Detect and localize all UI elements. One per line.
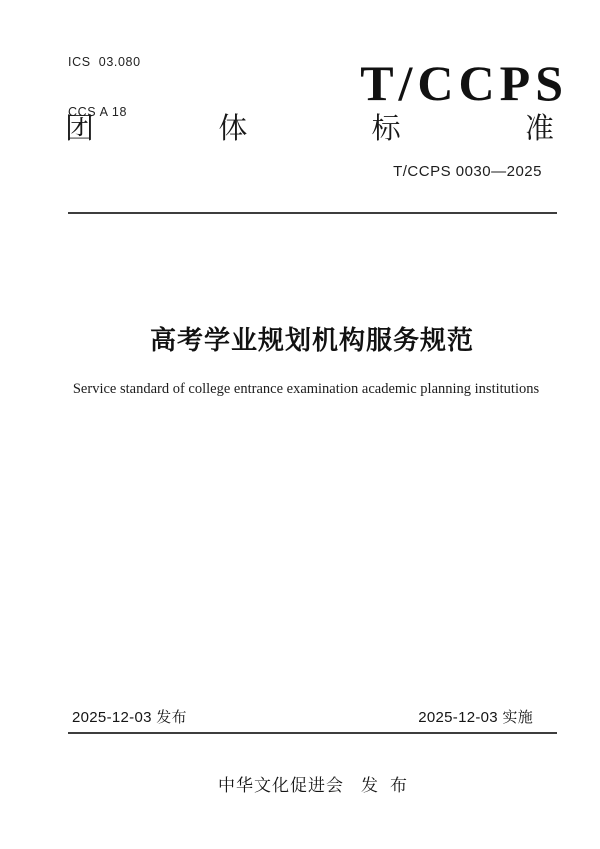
organization-code-logo: T/CCPS (360, 55, 568, 111)
standard-type-char: 体 (218, 113, 248, 145)
document-title-english: Service standard of college entrance examination academic planning institutions (72, 381, 540, 397)
header-divider (68, 212, 557, 214)
standard-type-heading (65, 113, 554, 145)
publish-label-char: 布 (390, 776, 407, 795)
document-title-chinese: 高考学业规划机构服务规范 (149, 325, 474, 355)
publisher-row (68, 775, 557, 797)
standard-type-char: 标 (371, 113, 401, 145)
standard-type-char: 团 (65, 113, 95, 145)
ccs-code: CCS A 18 (68, 104, 127, 119)
issue-date: 2025-12-03 发布 (72, 709, 187, 726)
implement-date: 2025-12-03 实施 (418, 709, 533, 726)
footer-divider (68, 732, 557, 734)
standard-type-char: 准 (524, 113, 554, 145)
standard-number: T/CCPS 0030—2025 (393, 163, 542, 180)
dates-row (68, 708, 557, 728)
publisher-name: 中华文化促进会 (218, 776, 344, 795)
publish-label-char: 发 (361, 776, 378, 795)
ics-code: ICS 03.080 (68, 55, 141, 69)
